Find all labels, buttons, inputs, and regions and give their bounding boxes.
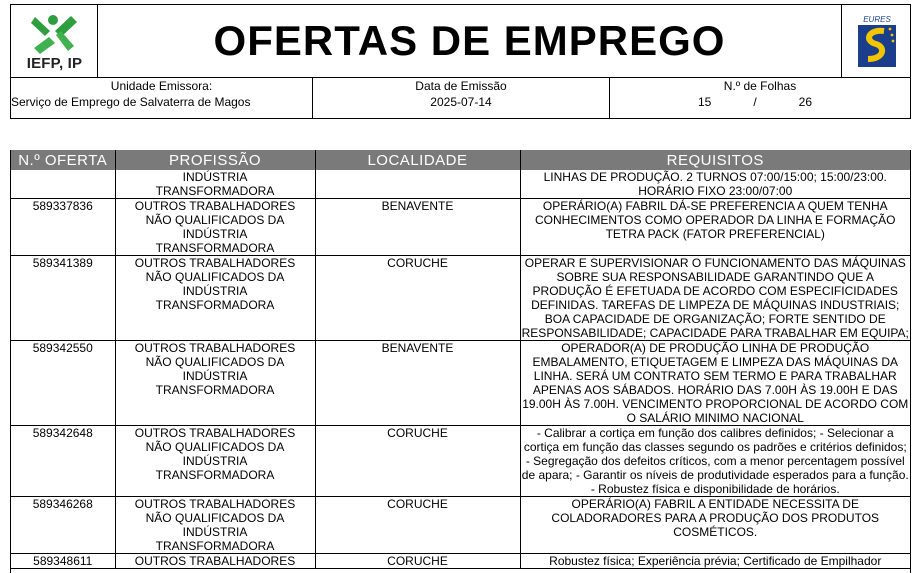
- offers-table: [10, 150, 911, 573]
- iefp-logo: [11, 5, 98, 77]
- document-header: [10, 4, 911, 119]
- folhas-current: 15: [698, 95, 712, 109]
- oferta-number: 589346268: [11, 497, 115, 554]
- profissao: OUTROS TRABALHADORES: [115, 554, 315, 569]
- profissao: OUTROS TRABALHADORES NÃO QUALIFICADOS DA INDÚSTRIA TRANSFORMADORA: [115, 256, 315, 341]
- unidade-value: Serviço de Emprego de Salvaterra de Magos: [11, 95, 251, 109]
- folhas-value: [610, 95, 910, 109]
- oferta-number: 589348611: [11, 554, 115, 569]
- requisitos: LINHAS DE PRODUÇÃO. 2 TURNOS 07:00/15:00; 15:00/23:00. HORÁRIO FIXO 23:00/07:00: [520, 170, 910, 199]
- localidade: CORUCHE: [315, 497, 520, 554]
- table-row: [11, 256, 910, 341]
- requisitos: OPERAR E SUPERVISIONAR O FUNCIONAMENTO DAS MÁQUINAS SOBRE SUA RESPONSABILIDADE GARANTINDO QUE A PRODUÇÃO É EFETUADA DE ACORDO COM ESPECIFICIDADES DEFINIDAS. TAREFAS DE LIMPEZA DE MÁQUINAS INDUSTRIAIS; BOA CAPACIDADE DE ORGANIZAÇÃO; FORTE SENTIDO DE RESPONSABILIDADE; CAPACIDADE PARA TRABALHAR EM EQUIPA;: [521, 256, 909, 340]
- table-row: [11, 199, 910, 256]
- data-value: 2025-07-14: [430, 95, 492, 109]
- requisitos: Robustez física; Experiência prévia; Certificado de Empilhador: [520, 554, 910, 569]
- unidade-emissora: [11, 78, 313, 119]
- profissao: OUTROS TRABALHADORES NÃO QUALIFICADOS DA INDÚSTRIA TRANSFORMADORA: [115, 341, 315, 426]
- profissao: INDÚSTRIA TRANSFORMADORA: [115, 170, 315, 199]
- column-header-localidade: LOCALIDADE: [315, 150, 520, 170]
- column-header-profissao: PROFISSÃO: [115, 150, 315, 170]
- requisitos: OPERÁRIO(A) FABRIL A ENTIDADE NECESSITA DE COLADORADORES PARA A PRODUÇÃO DOS PRODUTOS COSMÉTICOS.: [520, 497, 910, 554]
- oferta-number: 589337836: [11, 199, 115, 256]
- table-row: [11, 426, 910, 497]
- page-title: OFERTAS DE EMPREGO: [213, 17, 726, 64]
- localidade: [315, 170, 520, 199]
- table-row: [11, 554, 910, 569]
- eures-logo-icon: [854, 13, 900, 69]
- profissao: OUTROS TRABALHADORES NÃO QUALIFICADOS DA INDÚSTRIA TRANSFORMADORA: [115, 426, 315, 497]
- logo-text: IEFP, IP: [26, 55, 83, 72]
- oferta-number: [11, 170, 115, 199]
- column-header-oferta: N.º OFERTA: [11, 150, 115, 170]
- numero-folhas: [610, 78, 910, 119]
- table-row: [11, 341, 910, 426]
- oferta-number: 589342648: [11, 426, 115, 497]
- folhas-separator: /: [753, 95, 757, 109]
- localidade: CORUCHE: [315, 256, 520, 341]
- requisitos: - Calibrar a cortiça em função dos calibres definidos; - Selecionar a cortiça em função das classes segundo os padrões e critérios definidos; - Segregação dos defeitos críticos, com a menor percentagem possível de apara; - Garantir os níveis de produtividade esperados para a função. - Robustez física e disponibilidade de horários.: [521, 426, 909, 496]
- data-emissao: [313, 78, 610, 119]
- oferta-number: 589341389: [11, 256, 115, 341]
- folhas-total: 26: [798, 95, 812, 109]
- localidade: CORUCHE: [315, 554, 520, 569]
- eures-logo: [841, 5, 910, 77]
- profissao: OUTROS TRABALHADORES NÃO QUALIFICADOS DA INDÚSTRIA TRANSFORMADORA: [115, 497, 315, 554]
- requisitos: OPERADOR(A) DE PRODUÇÃO LINHA DE PRODUÇÃO EMBALAMENTO, ETIQUETAGEM E LIMPEZA DAS MÁQUINAS DA LINHA. SERÁ UM CONTRATO SEM TERMO E PARA TRABALHAR APENAS AOS SÁBADOS. HORÁRIO DAS 7.00H ÀS 19.00H E DAS 19.00H ÀS 7.00H. VENCIMENTO PROPORCIONAL DE ACORDO COM O SALÁRIO MINIMO NACIONAL: [520, 341, 910, 426]
- table-header: [11, 150, 910, 170]
- data-label: Data de Emissão: [415, 79, 507, 93]
- column-header-requisitos: REQUISITOS: [520, 150, 910, 170]
- unidade-label: Unidade Emissora:: [110, 79, 213, 93]
- folhas-label: N.º de Folhas: [723, 79, 797, 93]
- localidade: BENAVENTE: [315, 341, 520, 426]
- localidade: CORUCHE: [315, 426, 520, 497]
- requisitos: OPERÁRIO(A) FABRIL DÁ-SE PREFERENCIA A QUEM TENHA CONHECIMENTOS COMO OPERADOR DA LINHA E FORMAÇÃO TETRA PACK (FATOR PREFERENCIAL): [520, 199, 910, 256]
- profissao: OUTROS TRABALHADORES NÃO QUALIFICADOS DA INDÚSTRIA TRANSFORMADORA: [115, 199, 315, 256]
- oferta-number: 589342550: [11, 341, 115, 426]
- info-row: [11, 77, 910, 118]
- table-row: [11, 497, 910, 554]
- table-row: [11, 170, 910, 199]
- localidade: BENAVENTE: [315, 199, 520, 256]
- iefp-logo-icon: [25, 11, 83, 55]
- svg-text:EURES: EURES: [863, 15, 891, 24]
